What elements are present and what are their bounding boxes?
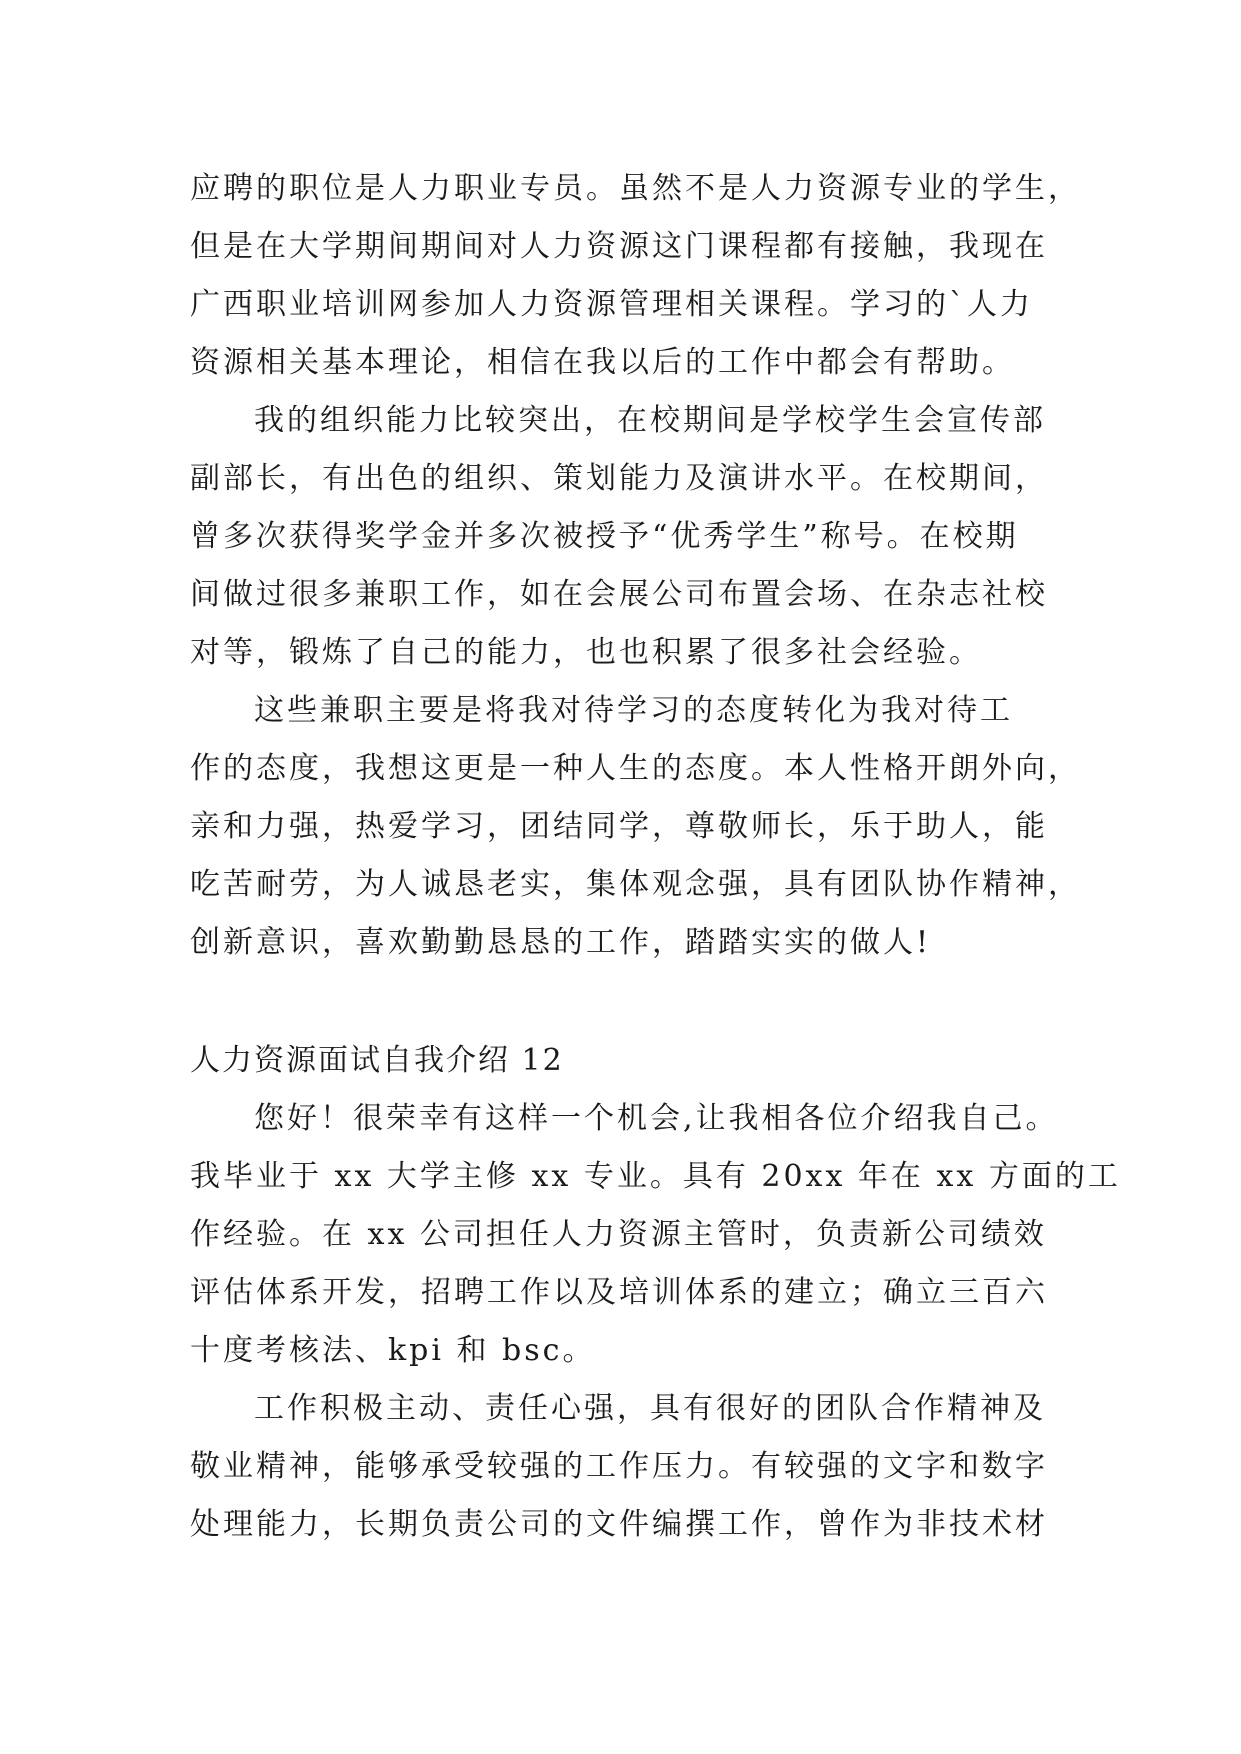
text-line: 我的组织能力比较突出，在校期间是学校学生会宣传部 <box>254 403 1046 438</box>
section-heading: 人力资源面试自我介绍 12 <box>190 1043 564 1078</box>
text-line: 亲和力强，热爱学习，团结同学，尊敬师长，乐于助人，能 <box>190 809 1048 844</box>
text-line: 十度考核法、kpi 和 bsc。 <box>190 1333 596 1368</box>
document-body <box>190 160 1121 1554</box>
text-line: 评估体系开发，招聘工作以及培训体系的建立；确立三百六 <box>190 1275 1048 1310</box>
text-line: 您好！很荣幸有这样一个机会,让我相各位介绍我自己。 <box>254 1101 1059 1136</box>
text-line: 敬业精神，能够承受较强的工作压力。有较强的文字和数字 <box>190 1449 1048 1484</box>
text-line: 我毕业于 xx 大学主修 xx 专业。具有 20xx 年在 xx 方面的工 <box>190 1159 1121 1194</box>
text-line: 作的态度，我想这更是一种人生的态度。本人性格开朗外向， <box>190 751 1081 786</box>
text-line: 处理能力，长期负责公司的文件编撰工作，曾作为非技术材 <box>190 1507 1048 1542</box>
text-line: 这些兼职主要是将我对待学习的态度转化为我对待工 <box>254 693 1013 728</box>
text-line: 对等，锻炼了自己的能力，也也积累了很多社会经验。 <box>190 635 982 670</box>
text-line: 作经验。在 xx 公司担任人力资源主管时，负责新公司绩效 <box>190 1217 1047 1252</box>
paragraph <box>190 682 1081 972</box>
text-line: 工作积极主动、责任心强，具有很好的团队合作精神及 <box>254 1391 1046 1426</box>
paragraph <box>190 160 1081 392</box>
text-line: 资源相关基本理论，相信在我以后的工作中都会有帮助。 <box>190 345 1015 380</box>
text-line: 但是在大学期间期间对人力资源这门课程都有接触，我现在 <box>190 229 1048 264</box>
paragraph <box>190 1380 1070 1554</box>
text-line: 曾多次获得奖学金并多次被授予“优秀学生”称号。在校期 <box>190 519 1019 554</box>
text-line: 应聘的职位是人力职业专员。虽然不是人力资源专业的学生， <box>190 171 1081 206</box>
paragraph <box>190 392 1070 682</box>
text-line: 广西职业培训网参加人力资源管理相关课程。学习的`人力 <box>190 287 1033 322</box>
section-gap <box>190 972 1070 1032</box>
text-line: 创新意识，喜欢勤勤恳恳的工作，踏踏实实的做人! <box>190 925 932 960</box>
text-line: 吃苦耐劳，为人诚恳老实，集体观念强，具有团队协作精神， <box>190 867 1081 902</box>
text-line: 间做过很多兼职工作，如在会展公司布置会场、在杂志社校 <box>190 577 1048 612</box>
text-line: 副部长，有出色的组织、策划能力及演讲水平。在校期间， <box>190 461 1048 496</box>
paragraph <box>190 1090 1121 1380</box>
